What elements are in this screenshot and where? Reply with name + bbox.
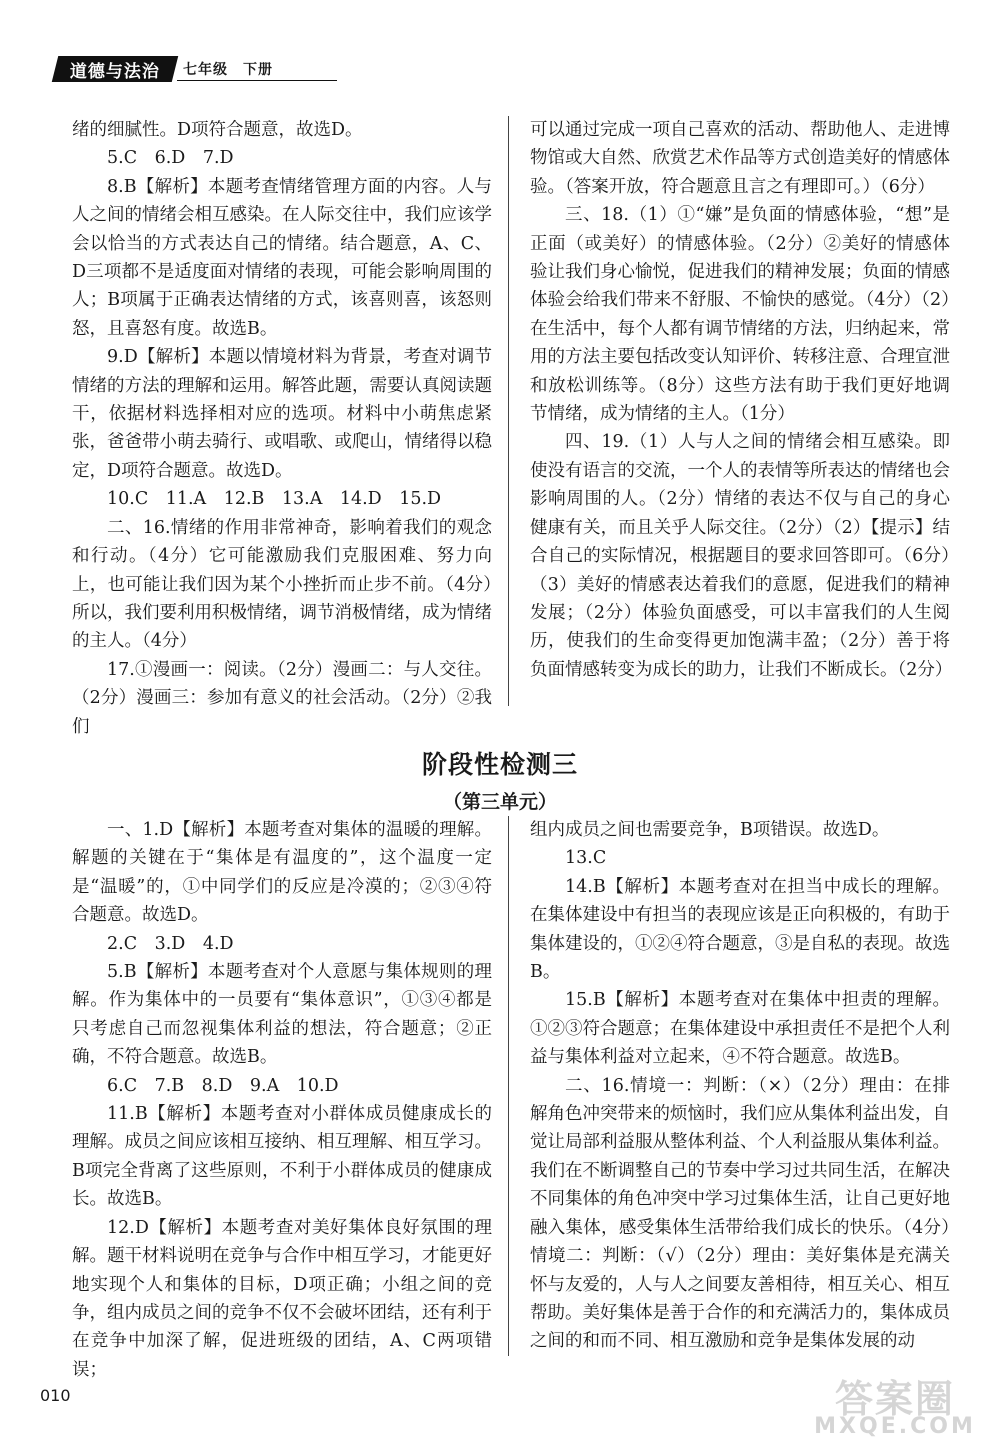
watermark-title: 答案圈 <box>834 1377 955 1421</box>
bottom-left-column <box>72 816 492 1384</box>
paragraph: 10.C 11.A 12.B 13.A 14.D 15.D <box>107 489 442 510</box>
paragraph: 17.①漫画一：阅读。（2分）漫画二：与人交往。（2分）漫画三：参加有意义的社会活动。（2分）②我们 <box>72 659 492 737</box>
page-number: 010 <box>40 1386 71 1405</box>
grade-label: 七年级 下册 <box>183 62 273 78</box>
section-subtitle: （第三单元） <box>442 791 557 813</box>
paragraph: 13.C <box>565 848 607 869</box>
paragraph: 11.B【解析】本题考查对小群体成员健康成长的理解。成员之间应该相互接纳、相互理解、相互学习。B项完全背离了这些原则，不利于小群体成员的健康成长。故选B。 <box>72 1104 492 1210</box>
bottom-right-column <box>530 816 950 1356</box>
paragraph: 可以通过完成一项自己喜欢的活动、帮助他人、走进博物馆或大自然、欣赏艺术作品等方式创造美好的情感体验。（答案开放，符合题意且言之有理即可。）（6分） <box>530 120 950 197</box>
paragraph: 8.B【解析】本题考查情绪管理方面的内容。人与人之间的情绪会相互感染。在人际交往中，我们应该学会以恰当的方式表达自己的情绪。结合题意，A、C、D三项都不是适度面对情绪的表现，可能会影响周围的人；B项属于正确表达情绪的方式，该喜则喜，该怒则怒，且喜怒有度。故选B。 <box>72 176 492 339</box>
paragraph: 14.B【解析】本题考查对在担当中成长的理解。在集体建设中有担当的表现应该是正向积极的，有助于集体建设的，①②④符合题意，③是自私的表现。故选B。 <box>530 876 950 983</box>
paragraph: 三、18.（1）①“嫌”是负面的情感体验，“想”是正面（或美好）的情感体验。（2分）②美好的情感体验让我们身心愉悦，促进我们的精神发展；负面的情感体验会给我们带来不舒服、不愉快的感觉。（4分）（2）在生活中，每个人都有调节情绪的方法，归纳起来，常用的方法主要包括改变认知评价、转移注意、合理宣泄和放松训练等。（8分）这些方法有助于我们更好地调节情绪，成为情绪的主人。（1分） <box>530 205 950 425</box>
paragraph: 12.D【解析】本题考查对美好集体良好氛围的理解。题干材料说明在竞争与合作中相互学习，才能更好地实现个人和集体的目标，D项正确；小组之间的竞争，组内成员之间的竞争不仅不会破坏团结，还有利于在竞争中加深了解，促进班级的团结，A、C两项错误； <box>72 1217 492 1380</box>
watermark-logo <box>800 1368 990 1443</box>
section-title: 阶段性检测三 <box>421 750 578 779</box>
paragraph: 一、1.D【解析】本题考查对集体的温暖的理解。解题的关键在于“集体是有温度的”，这个温度一定是“温暖”的，①中同学们的反应是冷漠的；②③④符合题意。故选D。 <box>72 820 492 926</box>
top-right-column <box>530 116 953 684</box>
page-header <box>55 56 285 82</box>
paragraph: 组内成员之间也需要竞争，B项错误。故选D。 <box>530 820 890 840</box>
subject-badge <box>52 56 178 82</box>
header-rule <box>177 80 337 81</box>
paragraph: 2.C 3.D 4.D <box>107 933 234 954</box>
subject-title: 道德与法治 <box>70 61 160 82</box>
top-left-column <box>72 116 492 741</box>
paragraph: 5.C 6.D 7.D <box>107 148 234 169</box>
paragraph: 6.C 7.B 8.D 9.A 10.D <box>107 1075 339 1096</box>
paragraph: 9.D【解析】本题以情境材料为背景，考查对调节情绪的方法的理解和运用。解答此题，需要认真阅读题干，依据材料选择相对应的选项。材料中小萌焦虑紧张，爸爸带小萌去骑行、或唱歌、或爬山，情绪得以稳定，D项符合题意。故选D。 <box>72 347 492 481</box>
paragraph: 二、16.情境一：判断：（×）（2分）理由：在排解角色冲突带来的烦恼时，我们应从集体利益出发，自觉让局部利益服从整体利益、个人利益服从集体利益。我们在不断调整自己的节奏中学习过共同生活，在解决不同集体的角色冲突中学习过集体生活，让自己更好地融入集体，感受集体生活带给我们成长的快乐。（4分）情境二：判断：（√）（2分）理由：美好集体是充满关怀与友爱的，人与人之间要友善相待，相互关心、相互帮助。美好集体是善于合作的和充满活力的，集体成员之间的和而不同、相互激励和竞争是集体发展的动 <box>530 1075 950 1352</box>
paragraph: 绪的细腻性。D项符合题意，故选D。 <box>72 120 363 140</box>
paragraph: 二、16.情绪的作用非常神奇，影响着我们的观念和行动。（4分）它可能激励我们克服困难、努力向上，也可能让我们因为某个小挫折而止步不前。（4分）所以，我们要利用积极情绪，调节消极情绪，成为情绪的主人。（4分） <box>72 517 492 652</box>
paragraph: 5.B【解析】本题考查对个人意愿与集体规则的理解。作为集体中的一员要有“集体意识”，①③④都是只考虑自己而忽视集体利益的想法，符合题意；②正确，不符合题意。故选B。 <box>72 962 492 1068</box>
column-divider <box>508 816 509 1356</box>
paragraph: 四、19.（1）人与人之间的情绪会相互感染。即使没有语言的交流，一个人的表情等所表达的情绪也会影响周围的人。（2分）情绪的表达不仅与自己的身心健康有关，而且关乎人际交往。（2分）（2）【提示】结合自己的实际情况，根据题目的要求回答即可。（6分）（3）美好的情感表达着我们的意愿，促进我们的精神发展；（2分）体验负面感受，可以丰富我们的人生阅历，使我们的生命变得更加饱满丰盈；（2分）善于将负面情感转变为成长的助力，让我们不断成长。（2分） <box>530 432 953 680</box>
watermark-url: MXQE.COM <box>814 1414 976 1439</box>
paragraph: 15.B【解析】本题考查对在集体中担责的理解。①②③符合题意；在集体建设中承担责任不是把个人利益与集体利益对立起来，④不符合题意。故选B。 <box>530 990 950 1068</box>
column-divider <box>508 116 509 706</box>
